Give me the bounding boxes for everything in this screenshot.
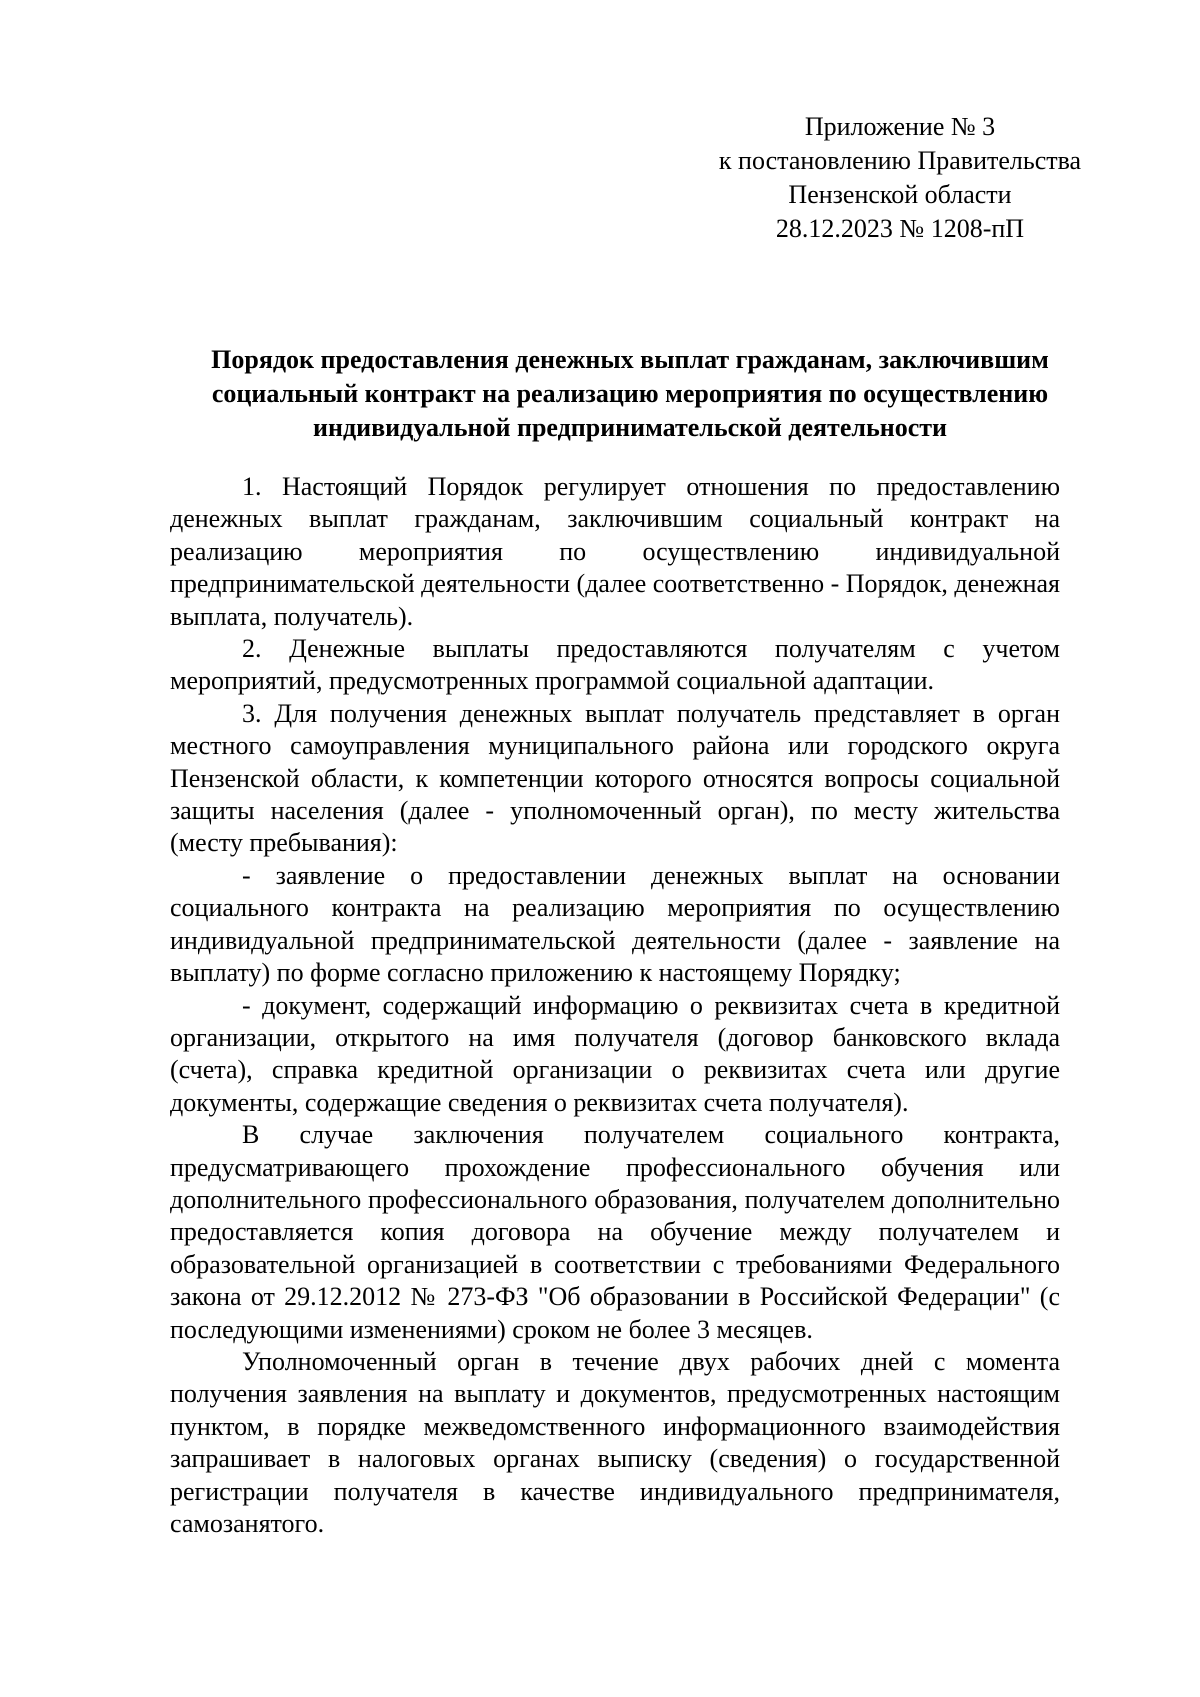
paragraph-3-item-bank-document: - документ, содержащий информацию о реквизитах счета в кредитной организации, открытого на имя получателя (договор банковского вклада (счета), справка кредитной организации о реквизитах счета или другие документы, содержащие сведения о реквизитах счета получателя). [170, 990, 1060, 1117]
paragraph-1: 1. Настоящий Порядок регулирует отношения по предоставлению денежных выплат гражданам, заключившим социальный контракт на реализацию мероприятия по осуществлению индивидуальной предпринимательской деятельности (далее соответственно - Порядок, денежная выплата, получатель). [170, 472, 1060, 631]
document-title [170, 343, 1090, 445]
appendix-header [710, 110, 1090, 246]
appendix-region: Пензенской области [788, 180, 1012, 209]
title-line-3: индивидуальной предпринимательской деятельности [313, 413, 947, 442]
title-line-1: Порядок предоставления денежных выплат гражданам, заключившим [211, 345, 1049, 374]
paragraph-3: 3. Для получения денежных выплат получатель представляет в орган местного самоуправления муниципального района или городского округа Пензенской области, к компетенции которого относятся вопросы социальной защиты населения (далее - уполномоченный орган), по месту жительства (месту пребывания): [170, 698, 1060, 858]
title-line-2: социальный контракт на реализацию мероприятия по осуществлению [211, 379, 1049, 408]
paragraph-3-tax-request: Уполномоченный орган в течение двух рабочих дней с момента получения заявления на выплату и документов, предусмотренных настоящим пунктом, в порядке межведомственного информационного взаимодействия запрашивает в налоговых органах выписку (сведения) о государственной регистрации получателя в качестве индивидуального предпринимателя, самозанятого. [170, 1346, 1060, 1538]
paragraph-3-training-contract: В случае заключения получателем социального контракта, предусматривающего прохождение профессионального обучения или дополнительного профессионального образования, получателем дополнительно предоставляется копия договора на обучение между получателем и образовательной организацией в соответствии с требованиями Федерального закона от 29.12.2012 № 273-ФЗ "Об образовании в Российской Федерации" (с последующими изменениями) сроком не более 3 месяцев. [170, 1120, 1060, 1344]
appendix-reference: к постановлению Правительства [718, 146, 1082, 175]
paragraph-2: 2. Денежные выплаты предоставляются получателям с учетом мероприятий, предусмотренных программой социальной адаптации. [170, 634, 1060, 696]
document-body [170, 471, 1060, 1540]
appendix-number: Приложение № 3 [804, 112, 996, 141]
paragraph-3-item-application: - заявление о предоставлении денежных выплат на основании социального контракта на реализацию мероприятия по осуществлению индивидуальной предпринимательской деятельности (далее - заявление на выплату) по форме согласно приложению к настоящему Порядку; [170, 860, 1060, 988]
appendix-date-number: 28.12.2023 № 1208-пП [775, 214, 1025, 243]
